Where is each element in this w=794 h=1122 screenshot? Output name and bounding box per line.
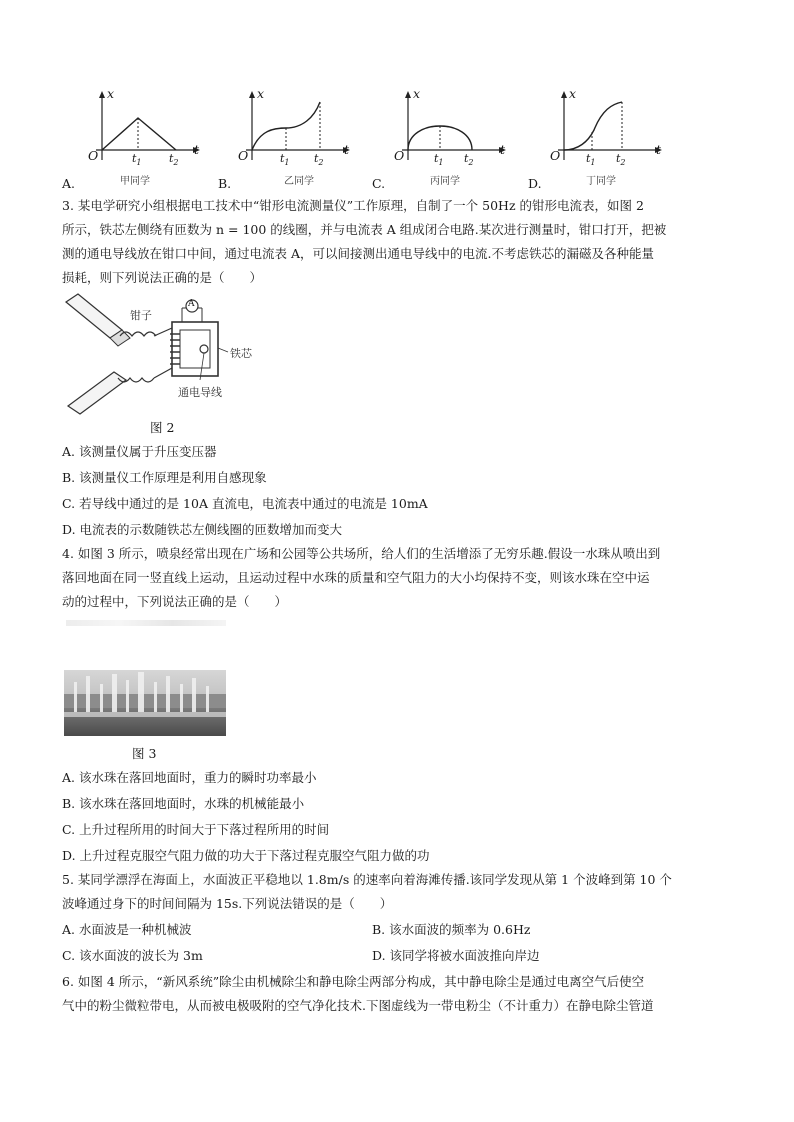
graph-c-origin: O xyxy=(394,148,405,163)
q3-stem-line-3: 测的通电导线放在钳口中间，通过电流表 A，可以间接测出通电导线中的电流.不考虑铁芯的漏磁及各种能量 xyxy=(62,246,654,261)
graph-a-x-label: x xyxy=(107,86,115,101)
graph-d-origin: O xyxy=(550,148,561,163)
q4-option-d: D. 上升过程克服空气阻力做的功大于下落过程克服空气阻力做的功 xyxy=(62,848,430,863)
q5-stem-line-1: 5. 某同学漂浮在海面上，水面波正平稳地以 1.8m/s 的速率向着海滩传播.该同学发现从第 1 个波峰到第 10 个 xyxy=(62,872,672,887)
q3-option-d: D. 电流表的示数随铁芯左侧线圈的匝数增加而变大 xyxy=(62,522,343,537)
q5-option-b: B. 该水面波的频率为 0.6Hz xyxy=(372,922,531,937)
graph-c-caption: 丙同学 xyxy=(430,176,460,187)
graph-b-origin: O xyxy=(238,148,249,163)
graph-b-t1: $t_1$ xyxy=(280,152,290,168)
fountain-photo xyxy=(64,670,226,736)
graph-c-letter: C. xyxy=(372,176,386,191)
graph-d-t2: $t_2$ xyxy=(616,152,626,168)
graph-c-t2: $t_2$ xyxy=(464,152,474,168)
graph-c-arc xyxy=(392,88,508,168)
q6-stem-line-1: 6. 如图 4 所示，“新风系统”除尘由机械除尘和静电除尘两部分构成，其中静电除尘是通过电离空气后使空 xyxy=(62,974,645,989)
q3-stem-line-4: 损耗，则下列说法正确的是（ ） xyxy=(62,270,263,285)
graph-a-t-label: t xyxy=(194,142,200,157)
q4-stem-line-1: 4. 如图 3 所示，喷泉经常出现在广场和公园等公共场所，给人们的生活增添了无穷乐趣.假设一水珠从喷出到 xyxy=(62,546,661,561)
q5-option-c: C. 该水面波的波长为 3m xyxy=(62,948,203,963)
graph-b-t2: $t_2$ xyxy=(314,152,324,168)
graph-c-x-label: x xyxy=(413,86,421,101)
graph-a-t1: $t_1$ xyxy=(132,152,142,168)
q3-option-b: B. 该测量仪工作原理是利用自感现象 xyxy=(62,470,267,485)
graph-b-x-label: x xyxy=(257,86,265,101)
q4-stem-line-3: 动的过程中，下列说法正确的是（ ） xyxy=(62,594,288,609)
q5-stem-line-2: 波峰通过身下的时间间隔为 15s.下列说法错误的是（ ） xyxy=(62,896,393,911)
graph-a-triangle xyxy=(86,88,202,168)
scan-artifact-band xyxy=(66,620,226,626)
q3-stem-line-1: 3. 某电学研究小组根据电工技术中“钳形电流测量仪”工作原理，自制了一个 50Hz 的钳形电流表，如图 2 xyxy=(62,198,644,213)
graph-d-caption: 丁同学 xyxy=(586,176,616,187)
q5-option-a: A. 水面波是一种机械波 xyxy=(62,922,192,937)
graph-d-s-curve xyxy=(548,88,664,168)
q4-option-a: A. 该水珠在落回地面时，重力的瞬时功率最小 xyxy=(62,770,317,785)
graph-a-letter: A. xyxy=(62,176,76,191)
graph-c-t1: $t_1$ xyxy=(434,152,444,168)
figure-2-caption: 图 2 xyxy=(150,420,175,435)
q4-stem-line-2: 落回地面在同一竖直线上运动，且运动过程中水珠的质量和空气阻力的大小均保持不变，则该水珠在空中运 xyxy=(62,570,650,585)
core-label: 铁芯 xyxy=(230,347,252,360)
graph-a-t2: $t_2$ xyxy=(169,152,179,168)
graph-d-t1: $t_1$ xyxy=(586,152,596,168)
q4-option-b: B. 该水珠在落回地面时，水珠的机械能最小 xyxy=(62,796,305,811)
clamp-meter-label-a: A xyxy=(188,299,195,309)
clamp-label: 钳子 xyxy=(130,309,152,322)
graph-d-letter: D. xyxy=(528,176,542,191)
wire-label: 通电导线 xyxy=(178,386,222,399)
q3-stem-line-2: 所示，铁芯左侧绕有匝数为 n = 100 的线圈，并与电流表 A 组成闭合电路.某次进行测量时，钳口打开，把被 xyxy=(62,222,667,237)
q4-option-c: C. 上升过程所用的时间大于下落过程所用的时间 xyxy=(62,822,330,837)
q6-stem-line-2: 气中的粉尘微粒带电，从而被电极吸附的空气净化技术.下图虚线为一带电粉尘（不计重力）在静电除尘管道 xyxy=(62,998,654,1013)
graph-b-caption: 乙同学 xyxy=(284,176,314,187)
q3-option-c: C. 若导线中通过的是 10A 直流电，电流表中通过的电流是 10mA xyxy=(62,496,428,511)
q3-option-a: A. 该测量仪属于升压变压器 xyxy=(62,444,217,459)
figure-3-caption: 图 3 xyxy=(132,746,157,761)
q5-option-d: D. 该同学将被水面波推向岸边 xyxy=(372,948,540,963)
graph-a-caption: 甲同学 xyxy=(120,176,150,187)
graph-a-origin: O xyxy=(88,148,99,163)
graph-b-increasing-curve xyxy=(236,88,352,168)
graph-d-x-label: x xyxy=(569,86,577,101)
graph-c-t-label: t xyxy=(500,142,506,157)
graph-b-t-label: t xyxy=(344,142,350,157)
graph-d-t-label: t xyxy=(656,142,662,157)
graph-b-letter: B. xyxy=(218,176,232,191)
